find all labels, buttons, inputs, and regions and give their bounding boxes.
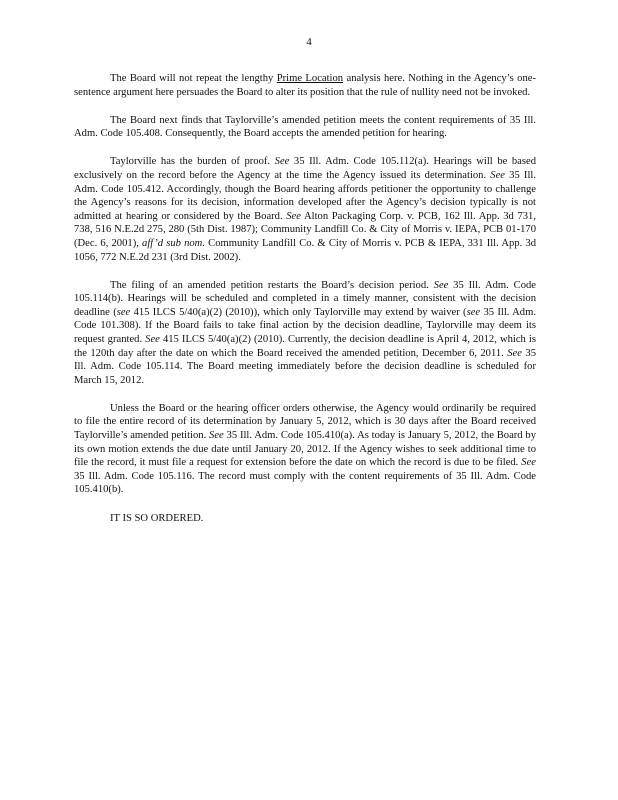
citation-signal: See	[286, 210, 301, 222]
text-run: The Board next finds that Taylorville’s amended petition meets the content requirements of 35 Ill. Adm. Code 105.408. Consequently, the Board accepts the amended petition for hearing.	[74, 114, 536, 140]
citation-signal: See	[490, 169, 505, 181]
citation-signal: See	[433, 279, 449, 291]
text-run: Unless the Board or the hearing officer orders otherwise, the Agency would ordinarily be required to file the entire record of its determination by January 5, 2012, which is 30 days after the Board received Taylorville’s amended petition.	[74, 402, 536, 442]
text-run: 35 Ill. Adm. Code 101.308). If the Board fails to take final action by the decision deadline, Taylorville may deem its request granted.	[74, 306, 536, 345]
page-number: 4	[306, 36, 312, 48]
citation-signal: see	[466, 306, 481, 318]
text-run: 35 Ill. Adm. Code 105.412. Accordingly, though the Board hearing affords petitioner the opportunity to challenge the Agency’s reasons for its decision, information developed after the Agency’s decision typically is not admitted at hearing or considered by the Board.	[74, 169, 536, 222]
text-run: 35 Ill. Adm. Code 105.410(a). As today is January 5, 2012, the Board by its own motion extends the due date until January 20, 2012. If the Agency wishes to seek additional time to file the record, it must file a request for extension before the date on which the record is due to be filed.	[74, 430, 536, 469]
text-run: 415 ILCS 5/40(a)(2) (2010)), which only Taylorville may extend by waiver (	[130, 306, 467, 318]
text-run: 35 Ill. Adm. Code 105.114(b). Hearings will be scheduled and completed in a timely manner, consistent with the decision deadline (	[74, 279, 536, 318]
citation-signal: See	[209, 430, 224, 442]
order-body	[74, 72, 536, 525]
citation-signal: See	[507, 347, 522, 359]
citation-signal: see	[116, 306, 131, 318]
closing-order: IT IS SO ORDERED.	[110, 512, 204, 524]
text-run: Taylorville has the burden of proof.	[110, 156, 275, 168]
text-run: Alton Packaging Corp. v. PCB, 162 Ill. App. 3d 731, 738, 516 N.E.2d 275, 280 (5th Dist. 1987); Community Landfill Co. & City of Morris v. IEPA, PCB 01-170 (Dec. 6, 2001),	[74, 210, 537, 249]
text-run: 415 ILCS 5/40(a)(2) (2010). Currently, the decision deadline is April 4, 2012, which is the 120th day after the date on which the Board received the amended petition, December 6, 2011.	[74, 334, 536, 359]
text-run: analysis here. Nothing in the Agency’s one-sentence argument here persuades the Board to alter its position that the rule of nullity need not be invoked.	[74, 73, 537, 98]
text-run: Community Landfill Co. & City of Morris v. PCB & IEPA, 331 Ill. App. 3d 1056, 772 N.E.2d 231 (3rd Dist. 2002).	[74, 237, 536, 263]
text-run: The Board will not repeat the lengthy	[110, 73, 277, 84]
citation-signal: See	[521, 457, 536, 469]
citation-signal: aff’d sub nom.	[142, 237, 205, 249]
text-run: 35 Ill. Adm. Code 105.116. The record must comply with the content requirements of 35 Ill. Adm. Code 105.410(b).	[74, 470, 536, 496]
text-run: The filing of an amended petition restarts the Board’s decision period.	[110, 279, 434, 291]
citation-signal: See	[145, 334, 160, 345]
paragraph-record-filing	[74, 402, 536, 497]
case-name-prime-location: Prime Location	[276, 73, 344, 84]
text-run: 35 Ill. Adm. Code 105.114. The Board meeting immediately before the decision deadline is scheduled for March 15, 2012.	[74, 347, 536, 386]
paragraph-burden-of-proof	[74, 155, 536, 264]
paragraph-prime-location	[74, 72, 536, 99]
paragraph-amended-petition	[74, 114, 536, 141]
citation-signal: See	[274, 156, 290, 168]
paragraph-decision-deadline	[74, 279, 536, 388]
text-run: 35 Ill. Adm. Code 105.112(a). Hearings will be based exclusively on the record before the Agency at the time the Agency issued its determination.	[74, 156, 537, 181]
